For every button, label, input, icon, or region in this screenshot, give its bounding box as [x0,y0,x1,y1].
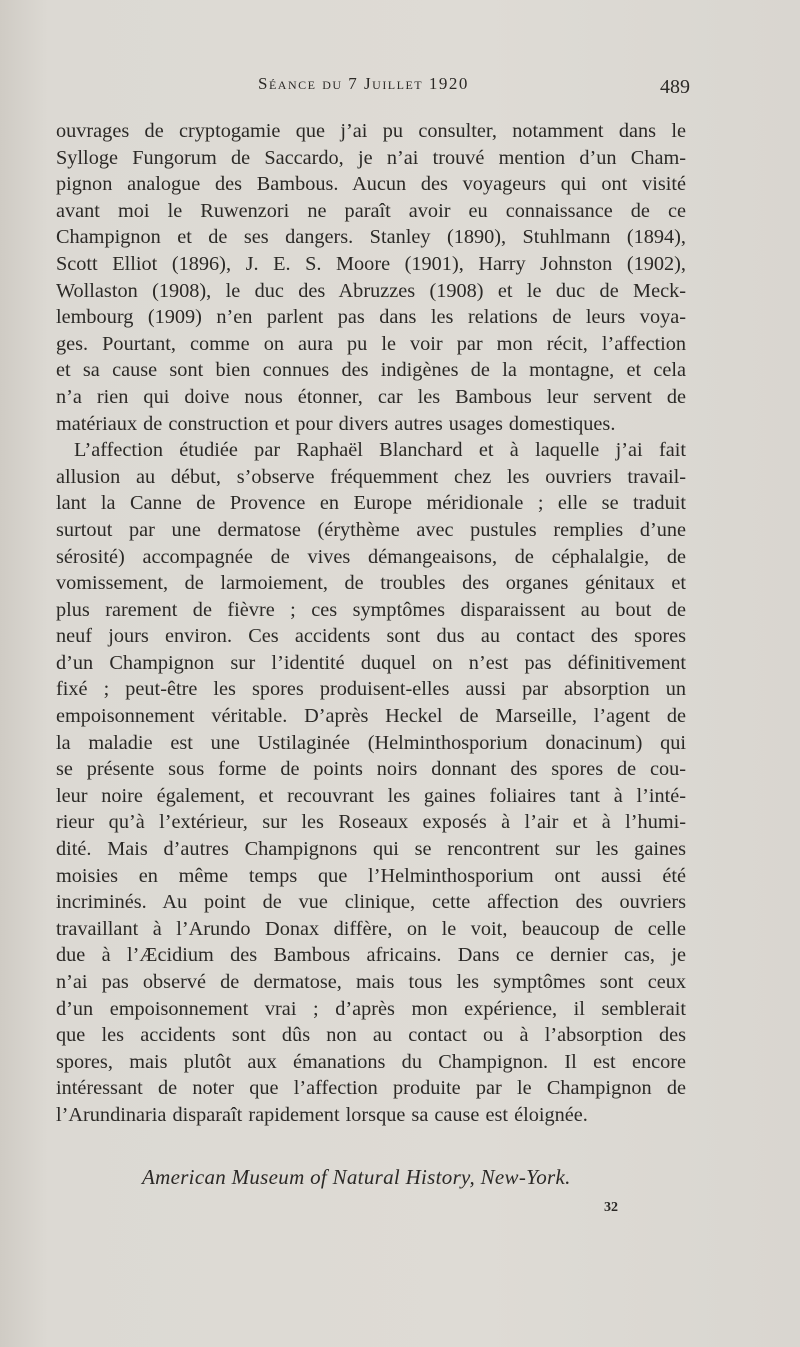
text-line: travaillant à l’Arundo Donax diffère, on le voit, beaucoup de celle [56,917,686,940]
text-line: la maladie est une Ustilaginée (Helminthosporium donacinum) qui [56,731,686,754]
text-line: n’a rien qui doive nous étonner, car les Bambous leur servent de [56,385,686,408]
signature-mark: 32 [604,1200,618,1215]
text-line: sérosité) accompagnée de vives démangeaisons, de céphalalgie, de [56,545,686,568]
text-line: et sa cause sont bien connues des indigènes de la montagne, et cela [56,359,686,382]
text-line: Scott Elliot (1896), J. E. S. Moore (1901), Harry Johnston (1902), [56,252,686,275]
text-line: plus rarement de fièvre ; ces symptômes disparaissent au bout de [56,598,686,621]
text-line: neuf jours environ. Ces accidents sont dus au contact des spores [56,625,686,648]
text-line: lembourg (1909) n’en parlent pas dans les relations de leurs voya- [56,306,686,329]
body-text [56,118,686,1129]
text-line: L’affection étudiée par Raphaël Blanchard et à laquelle j’ai fait [74,439,686,462]
text-line: avant moi le Ruwenzori ne paraît avoir eu connaissance de ce [56,199,686,222]
text-line: rieur qu’à l’extérieur, sur les Roseaux exposés à l’air et à l’humi- [56,811,686,834]
text-line: matériaux de construction et pour divers autres usages domestiques. [56,412,616,435]
text-line: vomissement, de larmoiement, de troubles des organes génitaux et [56,572,686,595]
text-line: ouvrages de cryptogamie que j’ai pu consulter, notamment dans le [56,120,686,142]
text-line: lant la Canne de Provence en Europe méridionale ; elle se traduit [56,492,686,515]
text-line: allusion au début, s’observe fréquemment chez les ouvriers travail- [56,465,686,488]
text-line: leur noire également, et recouvrant les gaines foliaires tant à l’inté- [56,784,686,807]
text-line: surtout par une dermatose (érythème avec pustules remplies d’une [56,518,686,541]
text-line: que les accidents sont dûs non au contact ou à l’absorption des [56,1024,686,1047]
text-line: fixé ; peut-être les spores produisent-elles aussi par absorption un [56,678,686,701]
text-line: spores, mais plutôt aux émanations du Champignon. Il est encore [56,1050,686,1073]
text-line: incriminés. Au point de vue clinique, cette affection des ouvriers [56,891,686,914]
text-line: pignon analogue des Bambous. Aucun des voyageurs qui ont visité [56,173,686,196]
text-line: n’ai pas observé de dermatose, mais tous les symptômes sont ceux [56,971,686,993]
running-title: Séance du 7 Juillet 1920 [258,74,469,93]
text-line: ges. Pourtant, comme on aura pu le voir par mon récit, l’affection [56,332,686,355]
text-line: Sylloge Fungorum de Saccardo, je n’ai trouvé mention d’un Cham- [56,146,686,169]
page-number: 489 [660,76,690,98]
text-line: empoisonnement véritable. D’après Heckel de Marseille, l’agent de [56,705,686,728]
text-line: d’un Champignon sur l’identité duquel on n’est pas définitivement [56,651,686,674]
text-line: Wollaston (1908), le duc des Abruzzes (1908) et le duc de Meck- [56,279,686,302]
text-line: se présente sous forme de points noirs donnant des spores de cou- [56,758,686,781]
text-line: Champignon et de ses dangers. Stanley (1890), Stuhlmann (1894), [56,226,686,249]
text-line: dité. Mais d’autres Champignons qui se rencontrent sur les gaines [56,838,686,861]
text-line: d’un empoisonnement vrai ; d’après mon expérience, il semblerait [56,997,686,1020]
text-line: intéressant de noter que l’affection produite par le Champignon de [56,1077,686,1100]
text-line: l’Arundinaria disparaît rapidement lorsque sa cause est éloignée. [56,1103,588,1126]
text-line: due à l’Æcidium des Bambous africains. Dans ce dernier cas, je [56,944,686,967]
author-affiliation: American Museum of Natural History, New-York. [142,1165,571,1189]
text-line: moisies en même temps que l’Helminthosporium ont aussi été [56,864,686,887]
